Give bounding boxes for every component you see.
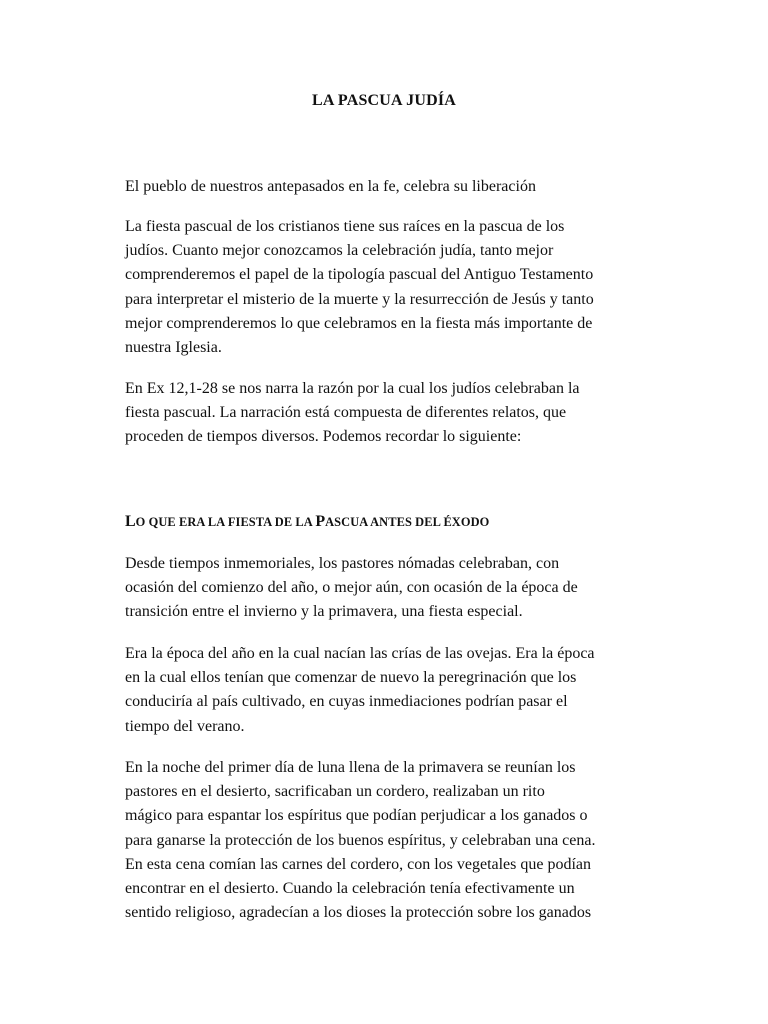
text-line: en la cual ellos tenían que comenzar de nuevo la peregrinación que los: [125, 669, 577, 687]
text-line: La fiesta pascual de los cristianos tiene sus raíces en la pascua de los: [125, 218, 565, 235]
heading-cap: P: [315, 513, 326, 530]
heading-small-caps: O QUE ERA LA FIESTA DE LA: [135, 515, 316, 529]
text-line: sentido religioso, agradecían a los dioses la protección sobre los ganados: [125, 904, 592, 922]
text-line: para ganarse la protección de los buenos espíritus, y celebraban una cena.: [125, 831, 596, 849]
section-heading: [125, 513, 489, 531]
text-line: fiesta pascual. La narración está compuesta de diferentes relatos, que: [125, 404, 567, 422]
text-line: El pueblo de nuestros antepasados en la fe, celebra su liberación: [125, 178, 536, 195]
text-line: En la noche del primer día de luna llena de la primavera se reunían los: [125, 759, 576, 776]
intro-line: [125, 175, 655, 199]
paragraph-3: [125, 552, 655, 625]
document-title: LA PASCUA JUDÍA: [311, 92, 457, 109]
text-line: conduciría al país cultivado, en cuyas inmediaciones podrían pasar el: [125, 693, 568, 711]
text-line: Desde tiempos inmemoriales, los pastores nómadas celebraban, con: [125, 555, 560, 572]
paragraph-2: [125, 377, 655, 450]
text-line: mágico para espantar los espíritus que podían perjudicar a los ganados o: [125, 807, 588, 825]
paragraph-1: [125, 215, 655, 360]
paragraph-4: [125, 642, 655, 739]
text-line: transición entre el invierno y la primavera, una fiesta especial.: [125, 603, 523, 621]
text-line: tiempo del verano.: [125, 717, 245, 735]
text-line: En esta cena comían las carnes del cordero, con los vegetales que podían: [125, 855, 592, 873]
text-line: proceden de tiempos diversos. Podemos recordar lo siguiente:: [125, 428, 522, 446]
text-line: En Ex 12,1-28 se nos narra la razón por la cual los judíos celebraban la: [125, 380, 580, 397]
text-line: judíos. Cuanto mejor conozcamos la celebración judía, tanto mejor: [125, 242, 554, 260]
text-line: mejor comprenderemos lo que celebramos en la fiesta más importante de: [125, 314, 593, 332]
heading-small-caps: ASCUA ANTES DEL ÉXODO: [325, 515, 490, 529]
text-line: para interpretar el misterio de la muerte y la resurrección de Jesús y tanto: [125, 290, 594, 308]
text-line: ocasión del comienzo del año, o mejor aún, con ocasión de la época de: [125, 579, 578, 597]
paragraph-5: [125, 756, 655, 925]
text-line: pastores en el desierto, sacrificaban un cordero, realizaban un rito: [125, 783, 545, 801]
text-line: encontrar en el desierto. Cuando la celebración tenía efectivamente un: [125, 880, 575, 898]
text-line: comprenderemos el papel de la tipología pascual del Antiguo Testamento: [125, 266, 594, 284]
text-line: nuestra Iglesia.: [125, 339, 222, 357]
heading-cap: L: [125, 513, 136, 530]
text-line: Era la época del año en la cual nacían las crías de las ovejas. Era la época: [125, 645, 595, 662]
